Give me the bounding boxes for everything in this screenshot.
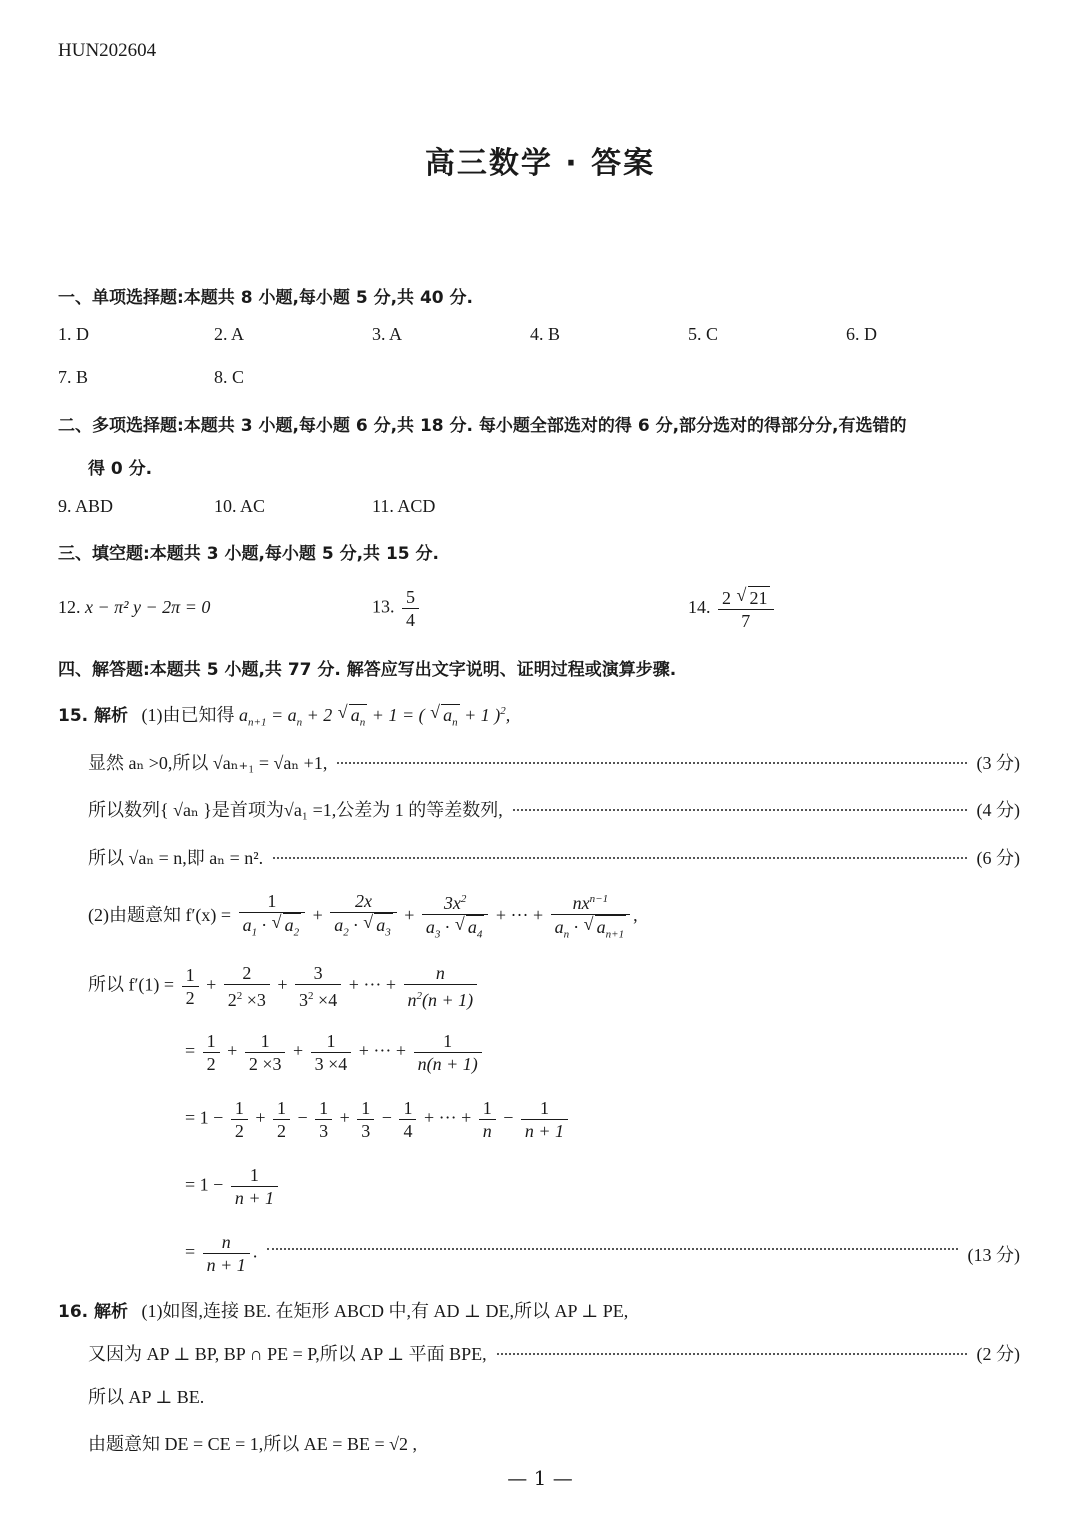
answer-11: 11. ACD <box>372 496 436 516</box>
q15-part1-intro: (1)由已知得 <box>141 705 235 725</box>
section-4-heading: 四、解答题:本题共 5 小题,共 77 分. 解答应写出文字说明、证明过程或演算步骤. <box>58 660 677 680</box>
q15-line-3 <box>88 844 1020 870</box>
answer-7: 7. B <box>58 367 89 387</box>
answer-13-denominator: 4 <box>406 610 415 630</box>
q15-step-3: = 1 − $\frac{1}{2}$ + $\frac{1}{2}$ − $\frac{1}{3}$ + $\frac{1}{3}$ − $\frac{1}{4}$ + ··· + $\frac{1}{n}$ − $\frac{1}{n + 1}$ <box>185 1097 571 1142</box>
section-2-heading: 二、多项选择题:本题共 3 小题,每小题 6 分,共 18 分. 每小题全部选对的得 6 分,部分选对的得部分分,有选错的 <box>58 416 907 436</box>
q15-score-1: (3 分) <box>976 753 1020 773</box>
answer-6: 6. D <box>846 324 877 344</box>
answer-14-radicand: √ 21 <box>748 586 770 609</box>
answer-9: 9. ABD <box>58 496 114 516</box>
q15-line-2-text: 所以数列{ √aₙ }是首项为√a₁ =1,公差为 1 的等差数列, <box>88 800 503 820</box>
answer-12 <box>58 597 210 618</box>
q15-score-3: (6 分) <box>976 848 1020 868</box>
q15-step-2: = $\frac{1}{2}$ + $\frac{1}{2 \times 3}$ + $\frac{1}{3 \times 4}$ + ··· + $\frac{1}{n(n + 1)}$ <box>185 1030 485 1075</box>
answer-13 <box>372 586 422 631</box>
answer-14 <box>688 586 777 632</box>
q15-score-final: (13 分) <box>967 1244 1020 1265</box>
q16-line-0 <box>58 1297 628 1323</box>
q15-line-2 <box>88 796 1020 822</box>
q15-f1-label: 所以 f′(1) = <box>88 974 175 995</box>
q15-label: 15. 解析 <box>58 706 129 726</box>
q16-part1: (1)如图,连接 BE. 在矩形 ABCD 中,有 AD ⊥ DE,所以 AP ⊥ PE, <box>141 1301 629 1321</box>
q16-label: 16. 解析 <box>58 1302 129 1322</box>
q15-step-4: = 1 − $\frac{1}{n + 1}$ <box>185 1164 281 1209</box>
answer-10: 10. AC <box>214 496 266 516</box>
q16-score-1: (2 分) <box>976 1344 1020 1364</box>
answer-2: 2. A <box>214 324 245 344</box>
q16-line-3: 由题意知 DE = CE = 1,所以 AE = BE = √2 , <box>88 1434 417 1454</box>
q16-line-1-text: 又因为 AP ⊥ BP, BP ∩ PE = P,所以 AP ⊥ 平面 BPE, <box>88 1344 487 1364</box>
q16-line-2: 所以 AP ⊥ BE. <box>88 1387 205 1407</box>
q15-part2-intro: (2)由题意知 f′(x) = <box>88 904 232 925</box>
page-number: — 1 — <box>507 1466 573 1490</box>
document-code: HUN202604 <box>58 40 157 61</box>
q15-line-1 <box>88 749 1020 775</box>
answer-14-label: 14. <box>688 597 711 618</box>
section-1-heading: 一、单项选择题:本题共 8 小题,每小题 5 分,共 40 分. <box>58 288 473 308</box>
q16-line-1 <box>88 1340 1020 1366</box>
q15-f1-line: 所以 f′(1) = $\frac{1}{2}$ + $\frac{2}{2^2 \times 3}$ + $\frac{3}{3^2 \times 4}$ + ··· + $\frac{n}{n^2(n + 1)}$ <box>88 962 480 1011</box>
answer-12-expr: x − π² y − 2π = 0 <box>85 597 211 617</box>
q15-line-3-text: 所以 √aₙ = n,即 aₙ = n². <box>88 848 264 868</box>
answer-1: 1. D <box>58 324 89 344</box>
q15-part2-fx: (2)由题意知 f′(x) = $\frac{1}{a_1 \cdot √ a_2}$ + $\frac{2x}{a_2 \cdot √ a_3}$ + $\frac{3x^2}{a_3 \cdot √ a_4}$ + ··· + $\frac{nx^{n-1}}{a_n \cdot √ a_{n+1}}$ , <box>88 888 638 946</box>
answer-13-numerator: 5 <box>402 586 419 609</box>
page-title: 高三数学 · 答案 <box>424 146 656 181</box>
q15-score-2: (4 分) <box>976 800 1020 820</box>
answer-8: 8. C <box>214 367 245 387</box>
q15-step-5: = $\frac{n}{n + 1}$ . (13 分) <box>185 1232 1020 1275</box>
answer-14-denominator: 7 <box>741 611 751 631</box>
q15-line-1-text: 显然 aₙ >0,所以 √aₙ₊₁ = √aₙ +1, <box>88 753 328 773</box>
answer-12-label: 12. <box>58 597 81 617</box>
section-3-heading: 三、填空题:本题共 3 小题,每小题 5 分,共 15 分. <box>58 544 439 564</box>
answer-14-coef: 2 <box>722 588 731 608</box>
answer-13-label: 13. <box>372 596 395 617</box>
answer-5: 5. C <box>688 324 719 344</box>
answer-3: 3. A <box>372 324 403 344</box>
section-2-heading-cont: 得 0 分. <box>88 459 153 479</box>
q15-line-0: 15. 解析 (1)由已知得 $a_{n+1} = a_n + 2$ √ $a_n + 1$ = ( √ $a_n + 1$ )$^2$, <box>58 701 510 729</box>
answer-4: 4. B <box>530 324 561 344</box>
